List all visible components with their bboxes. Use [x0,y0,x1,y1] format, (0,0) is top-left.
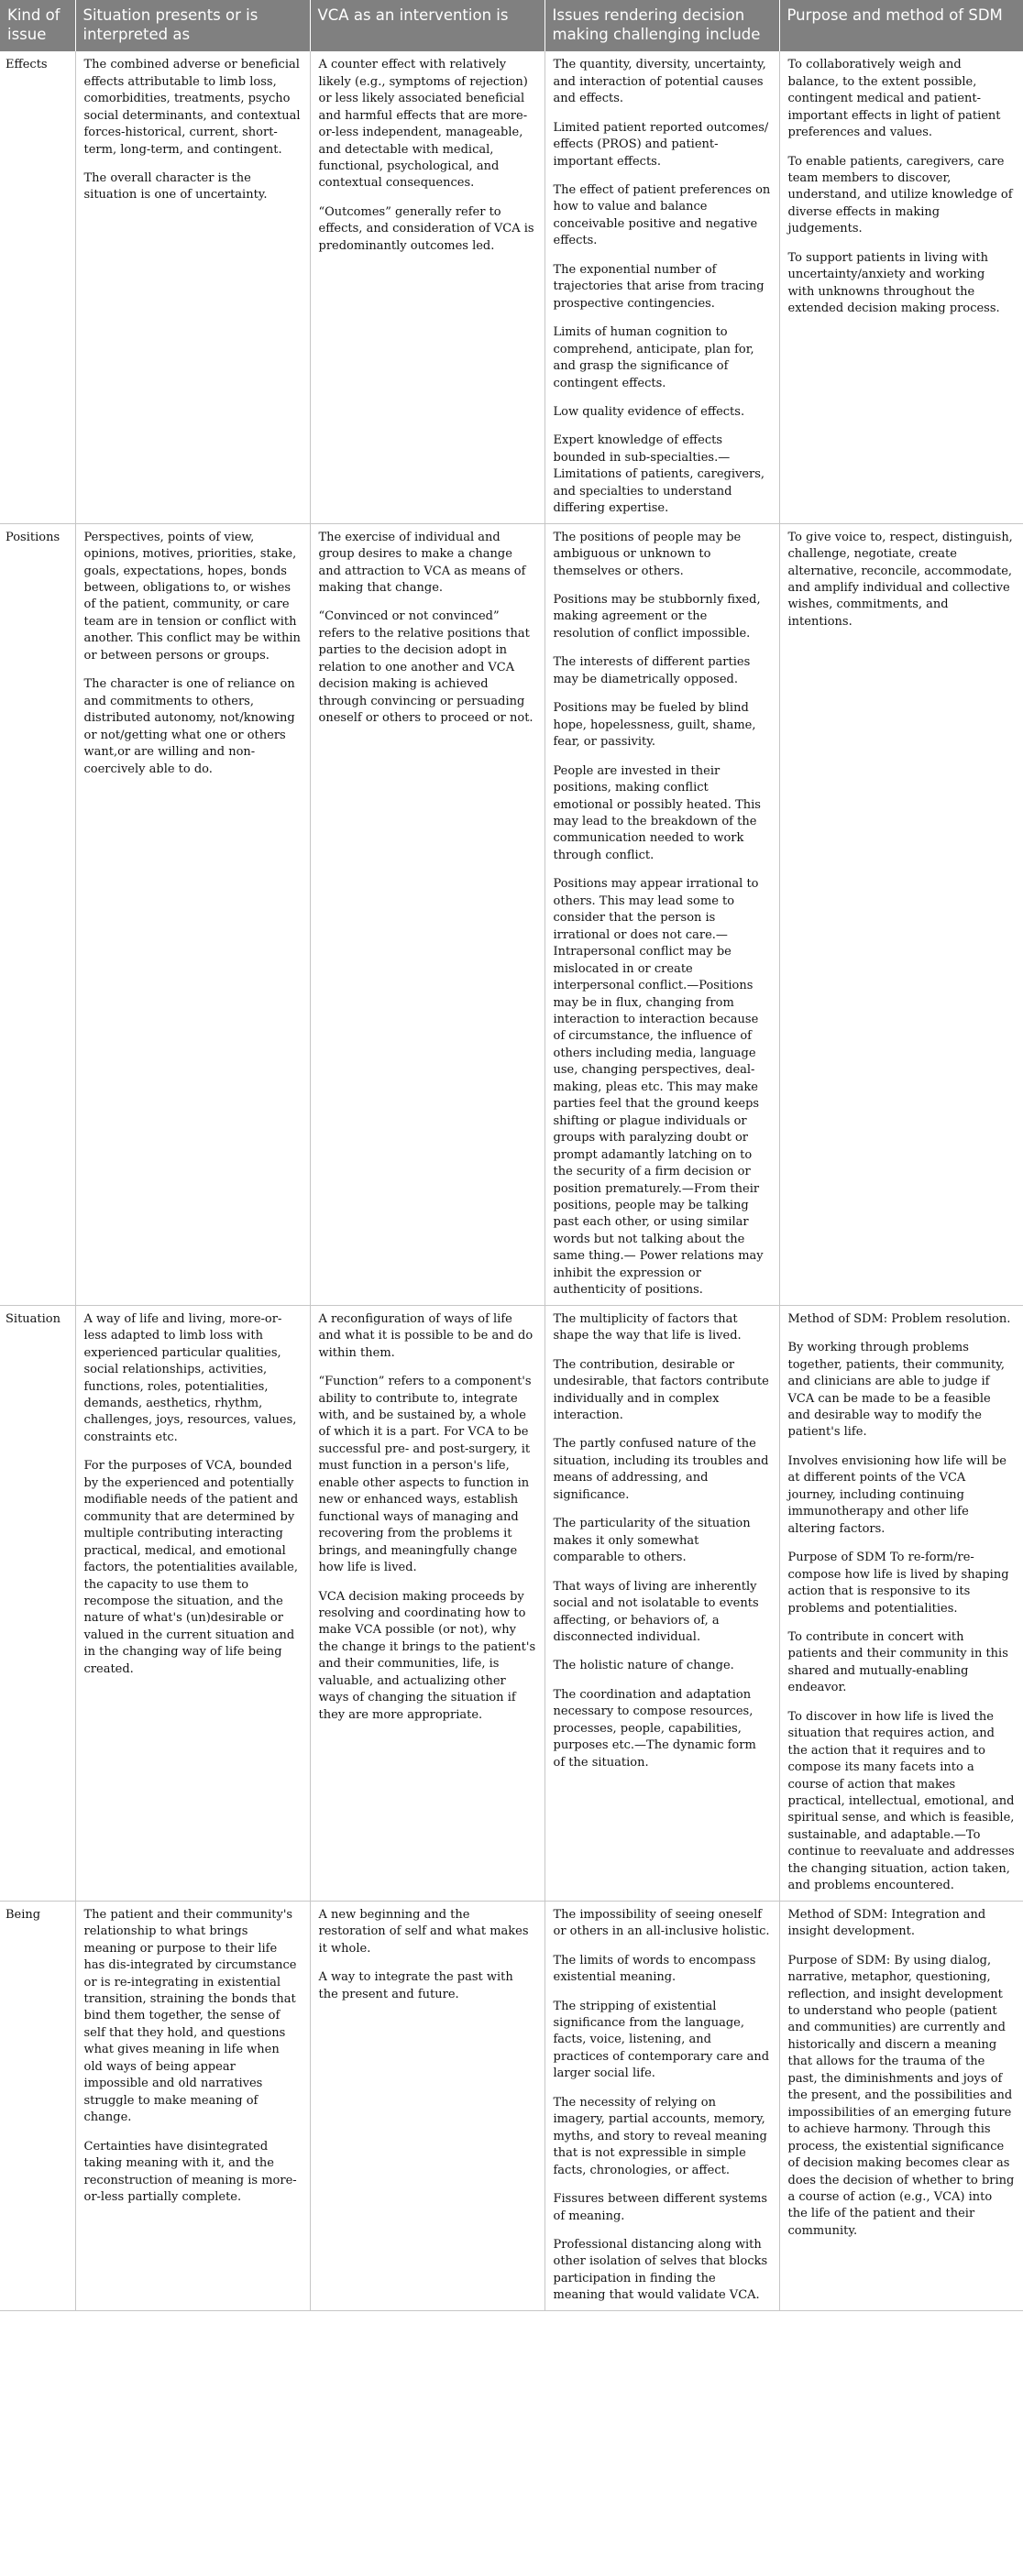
kind-of-issue-cell: Effects [0,51,75,523]
situation-paragraph: The combined adverse or beneficial effects attributable to limb loss, comorbidities, treatments, psycho social determinants, and contextual forces-historical, current, short-term, long-term, and contingent. [83,58,301,157]
vca-paragraph: “Convinced or not convinced” refers to the relative positions that parties to the decision adopt in relation to one another and VCA decision making is achieved through convincing or persuading oneself or others to proceed or not. [318,609,534,726]
issues-paragraph: The multiplicity of factors that shape the way that life is lived. [553,1311,742,1343]
issues-paragraph: Positions may be fueled by blind hope, hopelessness, guilt, shame, fear, or passivity. [553,701,756,750]
vca-cell [310,523,544,1305]
vca-paragraph: The exercise of individual and group desires to make a change and attraction to VCA as means of making that change. [318,530,526,596]
vca-paragraph: A way to integrate the past with the present and future. [318,1970,513,2001]
header-vca: VCA as an intervention is [310,0,544,51]
vca-paragraph: A new beginning and the restoration of self and what makes it whole. [318,1907,529,1956]
purpose-paragraph: To contribute in concert with patients and their community in this shared and mutually-enabling endeavor. [787,1629,1008,1695]
header-situation: Situation presents or is interpreted as [75,0,310,51]
issues-paragraph: Positions may be stubbornly fixed, making agreement or the resolution of conflict impossible. [553,593,761,641]
issues-cell [544,1305,779,1901]
issues-paragraph: The holistic nature of change. [553,1659,734,1673]
table-row [0,51,1023,523]
purpose-cell [779,1901,1023,2310]
issues-paragraph: Fissures between different systems of meaning. [553,2192,768,2223]
situation-paragraph: Perspectives, points of view, opinions, motives, priorities, stake, goals, expectations, hopes, bonds between, obligations to, or wishes of the patient, community, or care team are in tension or conflict with another. This conflict may be within or between persons or groups. [83,530,301,663]
vca-cell [310,1305,544,1901]
vca-paragraph: A reconfiguration of ways of life and what it is possible to be and do within them. [318,1311,534,1360]
issues-paragraph: The quantity, diversity, uncertainty, and interaction of potential causes and effects. [553,58,766,106]
situation-paragraph: A way of life and living, more-or-less adapted to limb loss with experienced particular qualities, social relationships, activities, functions, roles, potentialities, demands, aesthetics, rhythm, challenges, joys, resources, values, constraints etc. [83,1311,297,1444]
issues-paragraph: The effect of patient preferences on how to value and balance conceivable positive and negative effects. [553,182,771,248]
issues-paragraph: The stripping of existential significance from the language, facts, voice, listening, and practices of contemporary care and larger social life. [553,1999,770,2081]
vca-paragraph: VCA decision making proceeds by resolving and coordinating how to make VCA possible (or not), why the change it brings to the patient's and their communities, life, is valuable, and actualizing other ways of changing the situation if they are more appropriate. [318,1589,536,1722]
issues-cell [544,51,779,523]
issues-paragraph: People are invested in their positions, making conflict emotional or possibly heated. This may lead to the breakdown of the communication needed to work through conflict. [553,763,761,862]
kind-of-issue-cell: Positions [0,523,75,1305]
purpose-paragraph: To enable patients, caregivers, care team members to discover, understand, and utilize knowledge of diverse effects in making judgements. [787,154,1013,236]
purpose-paragraph: Method of SDM: Integration and insight development. [787,1907,986,1939]
header-kind-of-issue: Kind of issue [0,0,75,51]
vca-cell [310,51,544,523]
kind-of-issue-cell: Being [0,1901,75,2310]
purpose-cell [779,51,1023,523]
vca-paragraph: “Function” refers to a component's ability to contribute to, integrate with, and be sustained by, a whole of which it is a part. For VCA to be successful pre- and post-surgery, it must function in a person's life, enable other aspects to function in new or enhanced ways, establish functional ways of managing and recovering from the problems it brings, and meaningfully change how life is lived. [318,1375,532,1575]
vca-paragraph: “Outcomes” generally refer to effects, and consideration of VCA is predominantly outcomes led. [318,204,534,253]
situation-cell [75,51,310,523]
situation-cell [75,1901,310,2310]
issues-paragraph: That ways of living are inherently social and not isolatable to events affecting, or behaviors of, a disconnected individual. [553,1579,759,1644]
purpose-paragraph: To support patients in living with uncertainty/anxiety and working with unknowns throughout the extended decision making process. [787,250,1000,316]
table-row [0,523,1023,1305]
situation-cell [75,523,310,1305]
issues-cell [544,1901,779,2310]
table-row [0,1901,1023,2310]
purpose-paragraph: Method of SDM: Problem resolution. [787,1311,1011,1326]
issues-paragraph: The positions of people may be ambiguous or unknown to themselves or others. [553,530,742,578]
header-issues: Issues rendering decision making challenging include [544,0,779,51]
purpose-paragraph: To collaboratively weigh and balance, to the extent possible, contingent medical and patient-important effects in light of patient preferences and values. [787,58,1001,140]
situation-paragraph: For the purposes of VCA, bounded by the experienced and potentially modifiable needs of the patient and community that are determined by multiple contributing interacting practical, medical, and emotional factors, the potentialities available, the capacity to use them to recompose the situation, and the nature of what's (un)desirable or valued in the current situation and in the changing way of life being created. [83,1459,299,1676]
issues-paragraph: Limited patient reported outcomes/ effects (PROS) and patient-important effects. [553,120,769,169]
issues-paragraph: The exponential number of trajectories that arise from tracing prospective contingencies. [553,262,764,311]
issues-cell [544,523,779,1305]
table-row [0,1305,1023,1901]
issues-paragraph: Positions may appear irrational to others. This may lead some to consider that the person is irrational or does not care.—Intrapersonal conflict may be mislocated in or create interpersonal conflict.—Positions may be in flux, changing from interaction to interaction because of circumstance, the influence of others including media, language use, changing perspectives, deal-making, pleas etc. This may make parties feel that the ground keeps shifting or plague individuals or groups with paralyzing doubt or prompt adamantly latching on to the security of a firm decision or position prematurely.—From their positions, people may be talking past each other, or using similar words but not talking about the same thing.— Power relations may inhibit the expression or authenticity of positions. [553,877,764,1298]
issues-paragraph: The necessity of relying on imagery, partial accounts, memory, myths, and story to reveal meaning that is not expressible in simple facts, chronologies, or affect. [553,2095,767,2177]
kind-of-issue-cell: Situation [0,1305,75,1901]
purpose-cell [779,1305,1023,1901]
purpose-paragraph: By working through problems together, patients, their community, and clinicians are able to judge if VCA can be made to be a feasible and desirable way to modify the patient's life. [787,1341,1006,1440]
issues-paragraph: Expert knowledge of effects bounded in sub-specialties.—Limitations of patients, caregivers, and specialties to understand differing expertise. [553,433,765,516]
issues-paragraph: Limits of human cognition to comprehend, anticipate, plan for, and grasp the significance of contingent effects. [553,325,754,390]
vca-cell [310,1901,544,2310]
situation-paragraph: Certainties have disintegrated taking meaning with it, and the reconstruction of meaning is more-or-less partially complete. [83,2139,297,2204]
issues-paragraph: The impossibility of seeing oneself or others in an all-inclusive holistic. [553,1907,770,1939]
issues-paragraph: The partly confused nature of the situation, including its troubles and means of addressing, and significance. [553,1437,769,1502]
issues-paragraph: Professional distancing along with other isolation of selves that blocks participation in finding the meaning that would validate VCA. [553,2238,768,2303]
situation-paragraph: The character is one of reliance on and commitments to others, distributed autonomy, not/knowing or not/getting what one or others want,or are willing and non-coercively able to do. [83,677,295,776]
situation-paragraph: The patient and their community's relationship to what brings meaning or purpose to their life has dis-integrated by circumstance or is re-integrating in existential transition, straining the bonds that bind them together, the sense of self that they hold, and questions what gives meaning in life when old ways of being appear impossible and old narratives struggle to make meaning of change. [83,1907,297,2125]
situation-paragraph: The overall character is the situation is one of uncertainty. [83,170,268,203]
purpose-paragraph: Purpose of SDM: By using dialog, narrative, metaphor, questioning, reflection, and insight development to understand who people (patient and communities) are currently and historically and discern a meaning that allows for the trauma of the past, the diminishments and joys of the present, and the possibilities and impossibilities of an emerging future to achieve harmony. Through this process, the existential significance of decision making becomes clear as does the decision of whether to bring a course of action (e.g., VCA) into the life of the patient and their community. [787,1953,1015,2238]
purpose-paragraph: Purpose of SDM To re-form/re-compose how life is lived by shaping action that is responsive to its problems and potentialities. [787,1551,1009,1616]
header-row [0,0,1023,51]
purpose-paragraph: Involves envisioning how life will be at different points of the VCA journey, including continuing immunotherapy and other life altering factors. [787,1453,1006,1536]
issues-paragraph: The coordination and adaptation necessary to compose resources, processes, people, capabilities, purposes etc.—The dynamic form of the situation. [553,1687,756,1770]
purpose-paragraph: To discover in how life is lived the situation that requires action, and the action that it requires and to compose its many facets into a course of action that makes practical, intellectual, emotional, and spiritual sense, and which is feasible, sustainable, and adaptable.—To continue to reevaluate and addresses the changing situation, action taken, and problems encountered. [787,1709,1015,1893]
issues-paragraph: Low quality evidence of effects. [553,404,745,419]
purpose-cell [779,523,1023,1305]
issues-paragraph: The limits of words to encompass existential meaning. [553,1953,756,1985]
issues-paragraph: The interests of different parties may be diametrically opposed. [553,655,751,686]
purpose-paragraph: To give voice to, respect, distinguish, challenge, negotiate, create alternative, reconcile, accommodate, and amplify individual and collective wishes, commitments, and intentions. [787,530,1013,629]
vca-paragraph: A counter effect with relatively likely (e.g., symptoms of rejection) or less likely associated beneficial and harmful effects that are more-or-less independent, manageable, and detectable with medical, functional, psychological, and contextual consequences. [318,58,528,191]
situation-cell [75,1305,310,1901]
issues-paragraph: The contribution, desirable or undesirable, that factors contribute individually and in complex interaction. [553,1357,769,1422]
issues-paragraph: The particularity of the situation makes it only somewhat comparable to others. [553,1517,751,1565]
header-purpose: Purpose and method of SDM [779,0,1023,51]
